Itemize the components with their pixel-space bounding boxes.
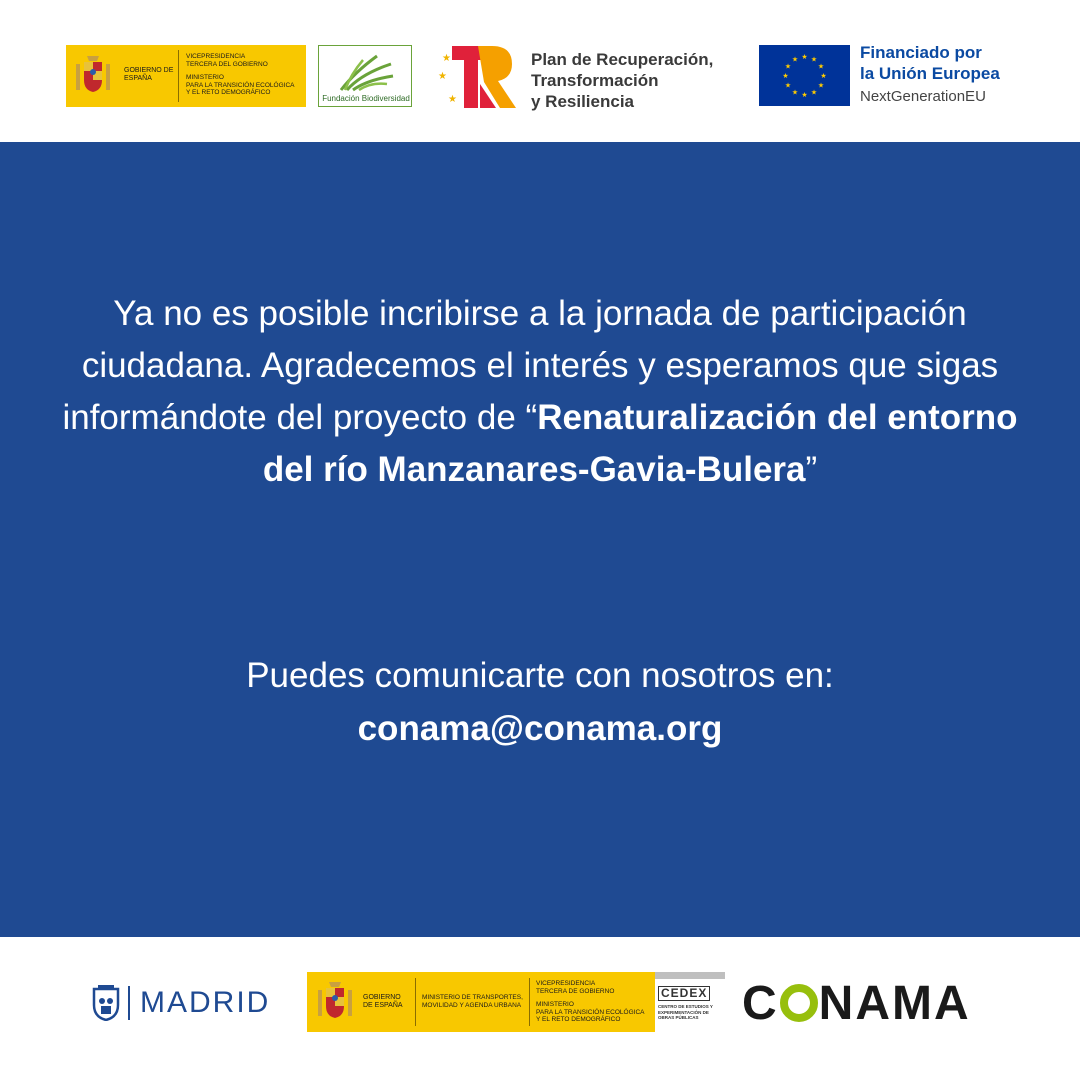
ministerio-transportes-text: MINISTERIO DE TRANSPORTES, MOVILIDAD Y AGENDA URBANA: [422, 994, 523, 1009]
svg-text:★: ★: [791, 55, 799, 64]
svg-text:★: ★: [784, 81, 792, 90]
project-name: Renaturalización del entorno del río Manzanares-Gavia-Bulera: [262, 398, 1018, 489]
ministerio-line: MINISTERIO: [186, 74, 224, 81]
eu-line: la Unión Europea: [860, 64, 1000, 83]
cedex-logo: [655, 972, 725, 1032]
eu-text: [860, 42, 1000, 108]
prtr-line: y Resiliencia: [531, 92, 635, 111]
svg-text:★: ★: [817, 81, 825, 90]
svg-text:★: ★: [801, 91, 808, 99]
prtr-line: Transformación: [531, 71, 659, 90]
svg-text:★: ★: [782, 72, 789, 80]
conama-o-ring-icon: [780, 984, 818, 1022]
conama-c: C: [742, 977, 779, 1030]
svg-text:★: ★: [791, 88, 799, 97]
ministerio-text: [186, 53, 304, 97]
ministerio-line: PARA LA TRANSICIÓN ECOLÓGICA: [536, 1008, 645, 1016]
madrid-logo-text: MADRID: [140, 986, 271, 1019]
conama-logo: [742, 977, 971, 1031]
conama-rest: NAMA: [818, 977, 971, 1030]
divider: [529, 978, 530, 1026]
svg-text:★: ★: [820, 72, 827, 80]
cedex-subtitle: CENTRO DE ESTUDIOS Y EXPERIMENTACIÓN DE OBRAS PÚBLICAS: [658, 1004, 713, 1020]
svg-text:★: ★: [784, 62, 792, 71]
fundacion-label: Fundación Biodiversidad: [322, 94, 410, 103]
ministerio-line: TERCERA DE GOBIERNO: [536, 987, 615, 995]
ministerio-line: Y EL RETO DEMOGRÁFICO: [536, 1016, 621, 1023]
madrid-divider: [128, 986, 130, 1020]
header-bar: [0, 0, 1080, 142]
svg-text:★: ★: [448, 94, 457, 105]
eu-line: NextGenerationEU: [860, 88, 986, 105]
svg-text:★: ★: [442, 53, 451, 64]
message-text: Ya no es posible incribirse a la jornada de participación ciudadana. Agradecemos el interés y esperamos que sigas informándote del proyecto de “: [62, 294, 999, 437]
coat-of-arms-icon: [74, 54, 112, 98]
gobierno-logo-top: [66, 45, 306, 107]
svg-text:★: ★: [817, 62, 825, 71]
svg-text:★: ★: [801, 53, 808, 61]
grass-icon: [337, 52, 395, 92]
contact-email-link[interactable]: conama@conama.org: [357, 709, 723, 748]
closing-quote: ”: [805, 450, 818, 489]
eu-line: Financiado por: [860, 43, 982, 62]
eu-flag-icon: [759, 45, 850, 106]
ministerio-line: TERCERA DEL GOBIERNO: [186, 60, 268, 68]
cedex-name: CEDEX: [658, 986, 710, 1001]
svg-text:★: ★: [810, 88, 818, 97]
fundacion-biodiversidad-logo: [318, 45, 412, 107]
ministerio-line: PARA LA TRANSICIÓN ECOLÓGICA: [186, 81, 295, 89]
cedex-bar: [655, 972, 725, 979]
ministerio-line: Y EL RETO DEMOGRÁFICO: [186, 89, 271, 96]
svg-text:★: ★: [810, 55, 818, 64]
message-panel: [0, 142, 1080, 937]
closed-registration-message: [60, 288, 1020, 496]
ministerio-transicion-text: [536, 980, 654, 1024]
prtr-text: [531, 49, 713, 112]
contact-block: [60, 649, 1020, 755]
ministerio-line: VICEPRESIDENCIA: [536, 980, 596, 987]
ministerio-line: VICEPRESIDENCIA: [186, 53, 246, 60]
gobierno-label: GOBIERNO DE ESPAÑA: [363, 994, 403, 1009]
contact-label: Puedes comunicarte con nosotros en:: [246, 656, 834, 695]
coat-of-arms-icon: [316, 980, 354, 1024]
ministerio-line: MINISTERIO: [536, 1001, 574, 1008]
divider: [415, 978, 416, 1026]
gobierno-label: GOBIERNO DE ESPAÑA: [124, 67, 174, 82]
gobierno-logo-bottom: [307, 972, 655, 1032]
prtr-line: Plan de Recuperación,: [531, 50, 714, 69]
svg-text:★: ★: [438, 71, 447, 82]
prtr-logo-icon: [436, 44, 518, 110]
madrid-bear-icon: [92, 985, 120, 1021]
divider: [178, 50, 179, 102]
